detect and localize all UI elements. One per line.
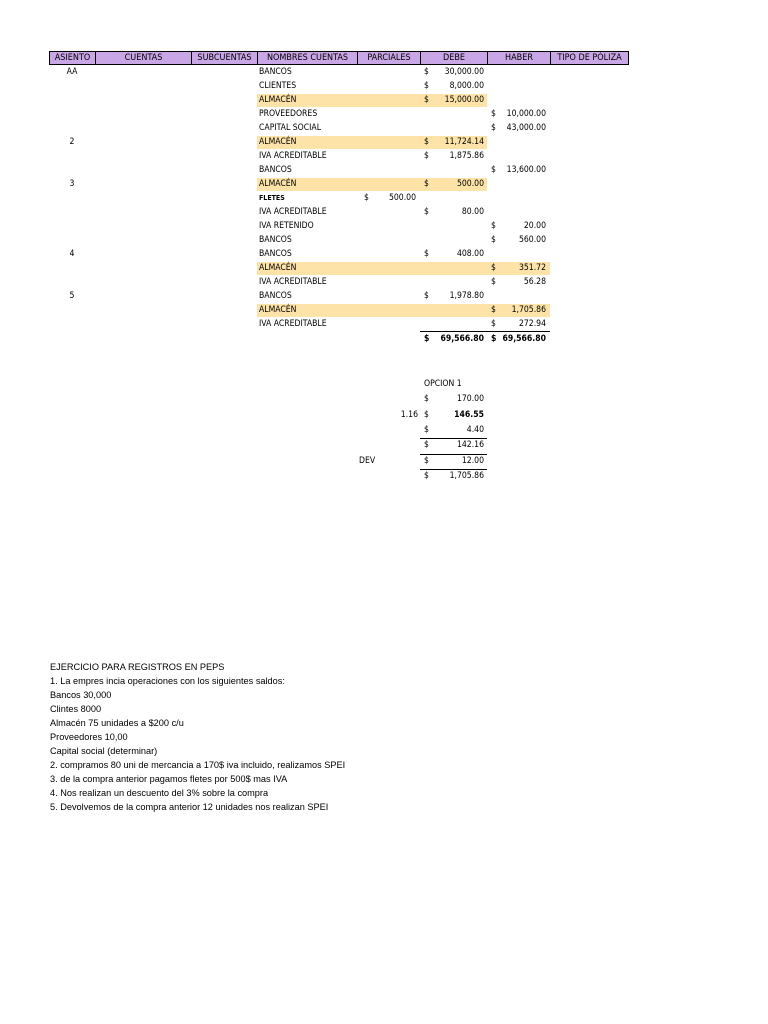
currency-symbol: $ — [424, 291, 429, 301]
currency-symbol: $ — [491, 263, 496, 273]
table-row — [0, 262, 768, 276]
account-name: IVA ACREDITABLE — [259, 319, 327, 329]
currency-symbol: $ — [424, 334, 430, 344]
currency-symbol: $ — [491, 123, 496, 133]
currency-symbol: $ — [424, 394, 429, 405]
opcion-line — [0, 424, 768, 438]
account-name: IVA RETENIDO — [259, 221, 314, 231]
account-name: ALMACÉN — [259, 137, 297, 147]
opcion-line — [0, 409, 768, 423]
currency-symbol: $ — [491, 305, 496, 315]
instruction-line: Proveedores 10,00 — [50, 732, 128, 742]
opcion-line — [0, 455, 768, 469]
currency-symbol: $ — [491, 235, 496, 245]
table-row — [0, 192, 768, 206]
currency-symbol: $ — [424, 81, 429, 91]
instruction-line: 5. Devolvemos de la compra anterior 12 unidades nos realizan SPEI — [50, 802, 329, 812]
opcion-value: 12.00 — [461, 455, 484, 466]
currency-symbol: $ — [491, 165, 496, 175]
table-row — [0, 66, 768, 80]
account-name: BANCOS — [259, 291, 292, 301]
account-name: IVA ACREDITABLE — [259, 207, 327, 217]
debe-value: 500.00 — [456, 179, 484, 189]
table-row — [0, 164, 768, 178]
account-name: FLETES — [259, 194, 285, 202]
haber-value: 20.00 — [523, 221, 546, 231]
opcion-line — [0, 439, 768, 453]
debe-value: 30,000.00 — [444, 67, 484, 77]
currency-symbol: $ — [491, 319, 496, 329]
debe-value: 80.00 — [461, 207, 484, 217]
table-row — [0, 290, 768, 304]
dev-label: DEV — [359, 455, 376, 466]
currency-symbol: $ — [491, 334, 497, 344]
currency-symbol: $ — [424, 95, 429, 105]
currency-symbol: $ — [424, 440, 429, 451]
currency-symbol: $ — [424, 470, 429, 481]
currency-symbol: $ — [424, 249, 429, 259]
account-name: IVA ACREDITABLE — [259, 277, 327, 287]
totals-rule — [420, 331, 550, 332]
table-row — [0, 304, 768, 318]
haber-value: 13,600.00 — [506, 165, 546, 175]
debe-value: 1,978.80 — [449, 291, 484, 301]
haber-value: 560.00 — [518, 235, 546, 245]
debe-value: 408.00 — [456, 249, 484, 259]
currency-symbol: $ — [424, 67, 429, 77]
table-row — [0, 206, 768, 220]
account-name: BANCOS — [259, 67, 292, 77]
table-row — [0, 276, 768, 290]
currency-symbol: $ — [491, 109, 496, 119]
header-tipo-poliza: TIPO DE PÓLIZA — [550, 51, 629, 65]
instruction-line: Capital social (determinar) — [50, 746, 158, 756]
currency-symbol: $ — [424, 424, 429, 435]
table-row — [0, 178, 768, 192]
account-name: CAPITAL SOCIAL — [259, 123, 321, 133]
opcion-value: 146.55 — [454, 409, 484, 420]
table-row — [0, 318, 768, 332]
instruction-line: Almacén 75 unidades a $200 c/u — [50, 718, 184, 728]
parcial-value: 500.00 — [388, 193, 416, 203]
opcion-value: 142.16 — [456, 440, 484, 451]
debe-value: 8,000.00 — [449, 81, 484, 91]
currency-symbol: $ — [424, 137, 429, 147]
total-haber: 69,566.80 — [502, 334, 546, 344]
table-row — [0, 122, 768, 136]
account-name: PROVEEDORES — [259, 109, 318, 119]
account-name: BANCOS — [259, 235, 292, 245]
currency-symbol: $ — [424, 455, 429, 466]
instruction-line: 3. de la compra anterior pagamos fletes por 500$ mas IVA — [50, 774, 288, 784]
opcion-value: 170.00 — [456, 394, 484, 405]
header-subcuentas: SUBCUENTAS — [191, 51, 258, 65]
instruction-line: Bancos 30,000 — [50, 690, 112, 700]
haber-value: 10,000.00 — [506, 109, 546, 119]
haber-value: 272.94 — [518, 319, 546, 329]
asiento-number: 5 — [69, 291, 75, 301]
asiento-number: 4 — [69, 249, 75, 259]
header-haber: HABER — [487, 51, 551, 65]
account-name: ALMACÉN — [259, 179, 297, 189]
table-row — [0, 80, 768, 94]
opcion-value: 1,705.86 — [449, 470, 484, 481]
account-name: BANCOS — [259, 249, 292, 259]
table-row — [0, 234, 768, 248]
haber-value: 43,000.00 — [506, 123, 546, 133]
haber-value: 351.72 — [518, 263, 546, 273]
table-row — [0, 108, 768, 122]
header-parciales: PARCIALES — [357, 51, 421, 65]
instructions-title: EJERCICIO PARA REGISTROS EN PEPS — [50, 662, 225, 672]
opcion-title: OPCION 1 — [424, 379, 462, 389]
header-nombres-cuentas: NOMBRES CUENTAS — [257, 51, 358, 65]
haber-value: 1,705.86 — [511, 305, 546, 315]
account-name: ALMACÉN — [259, 305, 297, 315]
instruction-line: 1. La empres incia operaciones con los siguientes saldos: — [50, 676, 285, 686]
debe-value: 15,000.00 — [444, 95, 484, 105]
currency-symbol: $ — [424, 179, 429, 189]
account-name: BANCOS — [259, 165, 292, 175]
opcion-factor: 1.16 — [400, 409, 418, 420]
header-asiento: ASIENTO — [49, 51, 96, 65]
currency-symbol: $ — [424, 409, 429, 420]
currency-symbol: $ — [424, 151, 429, 161]
haber-value: 56.28 — [523, 277, 546, 287]
instruction-line: 4. Nos realizan un descuento del 3% sobre la compra — [50, 788, 269, 798]
asiento-number: 3 — [69, 179, 75, 189]
account-name: ALMACÉN — [259, 95, 297, 105]
currency-symbol: $ — [491, 221, 496, 231]
header-debe: DEBE — [420, 51, 488, 65]
table-row — [0, 248, 768, 262]
table-row — [0, 150, 768, 164]
instruction-line: Clintes 8000 — [50, 704, 102, 714]
currency-symbol: $ — [364, 193, 369, 203]
asiento-number: 2 — [69, 137, 75, 147]
asiento-number: AA — [66, 67, 78, 77]
account-name: IVA ACREDITABLE — [259, 151, 327, 161]
table-row — [0, 220, 768, 234]
debe-value: 11,724.14 — [444, 137, 484, 147]
currency-symbol: $ — [491, 277, 496, 287]
account-name: CLIENTES — [259, 81, 297, 91]
opcion-line — [0, 393, 768, 407]
opcion-line — [0, 470, 768, 484]
header-cuentas: CUENTAS — [95, 51, 192, 65]
currency-symbol: $ — [424, 207, 429, 217]
opcion-value: 4.40 — [466, 424, 484, 435]
table-row — [0, 136, 768, 150]
instruction-line: 2. compramos 80 uni de mercancia a 170$ iva incluido, realizamos SPEI — [50, 760, 346, 770]
total-debe: 69,566.80 — [440, 334, 484, 344]
account-name: ALMACÉN — [259, 263, 297, 273]
debe-value: 1,875.86 — [449, 151, 484, 161]
table-row — [0, 94, 768, 108]
